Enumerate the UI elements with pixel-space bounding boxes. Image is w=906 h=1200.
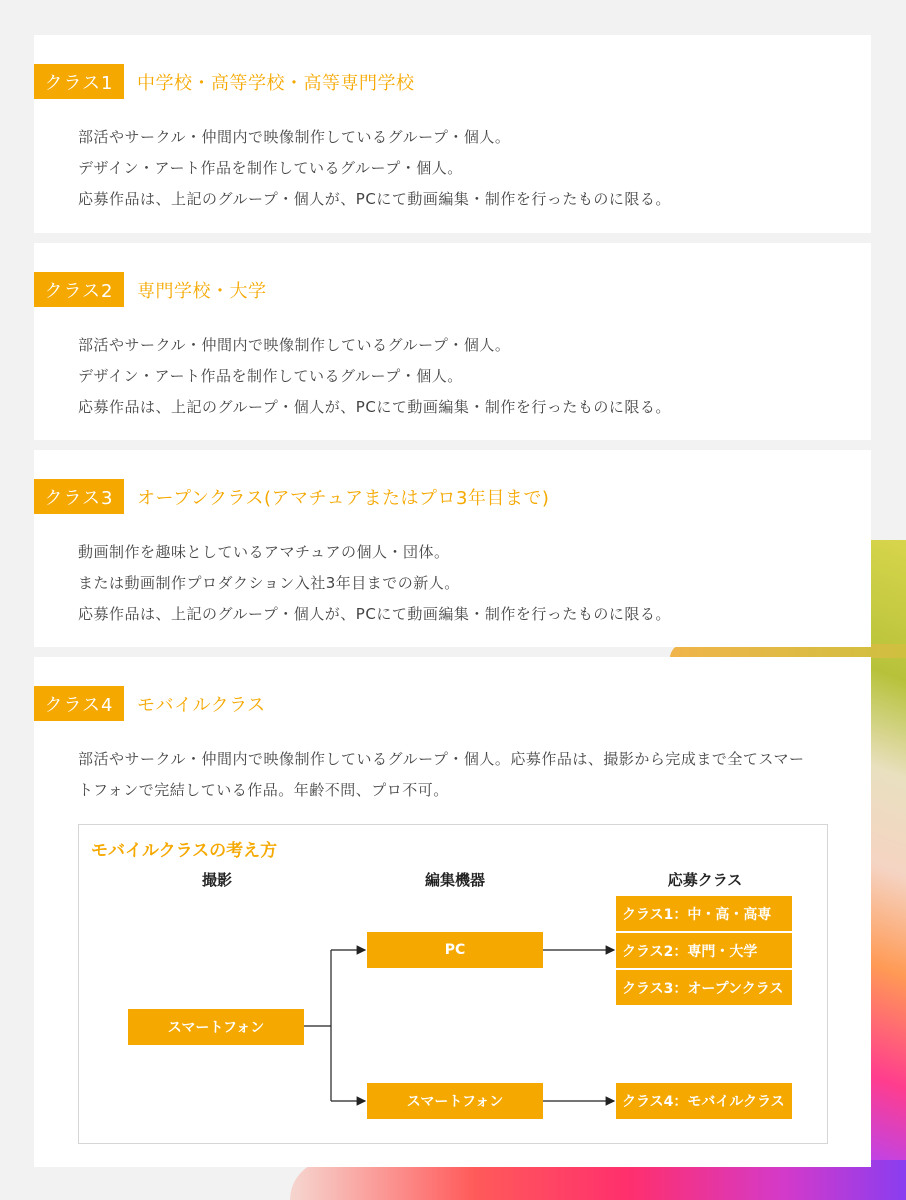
- description-line: 応募作品は、上記のグループ・個人が、PCにて動画編集・制作を行ったものに限る。: [78, 398, 671, 416]
- class-title: オープンクラス(アマチュアまたはプロ3年目まで): [137, 487, 550, 509]
- description-line: 部活やサークル・仲間内で映像制作しているグループ・個人。応募作品は、撮影から完成まで全てスマートフォンで完結している作品。年齢不問、プロ不可。: [78, 750, 805, 799]
- class-card-4: [34, 657, 871, 1167]
- mobile-class-diagram: [78, 824, 828, 1144]
- description-line: 応募作品は、上記のグループ・個人が、PCにて動画編集・制作を行ったものに限る。: [78, 190, 671, 208]
- class-description: [78, 330, 671, 423]
- class-tag: クラス2: [34, 272, 124, 307]
- card-header: [34, 479, 549, 514]
- class-tag: クラス4: [34, 686, 124, 721]
- editor-pc-box: PC: [367, 932, 543, 968]
- class-tag: クラス1: [34, 64, 124, 99]
- card-header: [34, 272, 267, 307]
- description-line: 部活やサークル・仲間内で映像制作しているグループ・個人。: [78, 128, 511, 146]
- description-line: デザイン・アート作品を制作しているグループ・個人。: [78, 159, 463, 177]
- editor-smartphone-box: スマートフォン: [367, 1083, 543, 1119]
- class-title: モバイルクラス: [137, 694, 266, 716]
- description-line: 部活やサークル・仲間内で映像制作しているグループ・個人。: [78, 336, 511, 354]
- class-3-box: クラス3：オープンクラス: [616, 970, 792, 1005]
- class-4-box: クラス4：モバイルクラス: [616, 1083, 792, 1119]
- card-header: [34, 64, 415, 99]
- class-2-box: クラス2：専門・大学: [616, 933, 792, 968]
- class-card-3: [34, 450, 871, 647]
- class-title: 専門学校・大学: [137, 280, 267, 302]
- class-1-box: クラス1：中・高・高専: [616, 896, 792, 931]
- class-card-1: [34, 35, 871, 233]
- class-tag: クラス3: [34, 479, 124, 514]
- column-header-shooting: 撮影: [201, 871, 232, 889]
- description-line: または動画制作プロダクション入社3年目までの新人。: [78, 574, 460, 592]
- diagram-title: モバイルクラスの考え方: [91, 841, 278, 861]
- description-line: 応募作品は、上記のグループ・個人が、PCにて動画編集・制作を行ったものに限る。: [78, 605, 671, 623]
- class-description: [78, 744, 818, 806]
- description-line: デザイン・アート作品を制作しているグループ・個人。: [78, 367, 463, 385]
- description-line: 動画制作を趣味としているアマチュアの個人・団体。: [78, 543, 450, 561]
- class-title: 中学校・高等学校・高等専門学校: [137, 72, 415, 94]
- class-description: [78, 122, 671, 215]
- source-smartphone-box: スマートフォン: [128, 1009, 304, 1045]
- class-card-2: [34, 243, 871, 440]
- class-description: [78, 537, 671, 630]
- column-header-editing-device: 編集機器: [424, 871, 485, 889]
- column-header-entry-class: 応募クラス: [667, 871, 743, 889]
- card-header: [34, 686, 266, 721]
